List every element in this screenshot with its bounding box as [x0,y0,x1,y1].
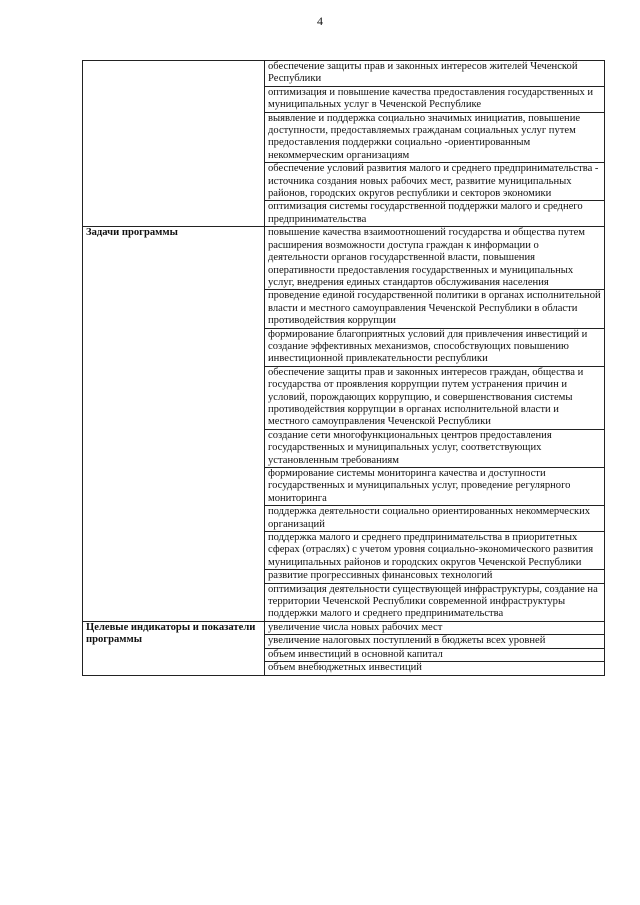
item-text: выявление и поддержка социально значимых инициатив, повышение доступности, предоставляемых гражданам социальных услуг путем предоставления поддержки социально -ориентированным некоммерческим организациям [265,112,605,163]
program-passport-table [82,60,605,676]
table-row [83,61,605,87]
table-row [83,227,605,290]
section-label [83,61,265,227]
item-text: поддержка деятельности социально ориентированных некоммерческих организаций [265,506,605,532]
item-text: проведение единой государственной политики в органах исполнительной власти и местного самоуправления Чеченской Республики в области противодействия коррупции [265,290,605,328]
item-text: обеспечение условий развития малого и среднего предпринимательства - источника создания новых рабочих мест, развитие муниципальных районов, городских округов республики и секторов экономики [265,163,605,201]
item-text: формирование системы мониторинга качества и доступности государственных и муниципальных услуг, проведение регулярного мониторинга [265,468,605,506]
table-row [83,621,605,634]
item-text: развитие прогрессивных финансовых технологий [265,570,605,583]
section-label: Целевые индикаторы и показатели программы [83,621,265,675]
item-text: увеличение числа новых рабочих мест [265,621,605,634]
item-text: обеспечение защиты прав и законных интересов граждан, общества и государства от проявления коррупции путем устранения причин и условий, порождающих коррупцию, и совершенствования системы противодействия коррупции в органах исполнительной власти и местного самоуправления Чеченской Республики [265,366,605,429]
item-text: оптимизация деятельности существующей инфраструктуры, создание на территории Чеченской Республики современной инфраструктуры поддержки малого и среднего предпринимательства [265,583,605,621]
item-text: поддержка малого и среднего предпринимательства в приоритетных сферах (отраслях) с учетом уровня социально-экономического развития муниципальных районов и городских округов Чеченской Республики [265,532,605,570]
item-text: объем инвестиций в основной капитал [265,648,605,661]
table-body [83,61,605,676]
item-text: оптимизация системы государственной поддержки малого и среднего предпринимательства [265,201,605,227]
item-text: создание сети многофункциональных центров предоставления государственных и муниципальных услуг, соответствующих установленным требованиям [265,429,605,467]
item-text: повышение качества взаимоотношений государства и общества путем расширения возможности доступа граждан к информации о деятельности органов государственной власти, повышения оперативности предоставления государственных и муниципальных услуг, внедрения единых стандартов обслуживания населения [265,227,605,290]
item-text: объем внебюджетных инвестиций [265,662,605,675]
section-label: Задачи программы [83,227,265,622]
page-number: 4 [317,14,323,28]
item-text: оптимизация и повышение качества предоставления государственных и муниципальных услуг в Чеченской Республике [265,86,605,112]
item-text: обеспечение защиты прав и законных интересов жителей Чеченской Республики [265,61,605,87]
item-text: увеличение налоговых поступлений в бюджеты всех уровней [265,635,605,648]
item-text: формирование благоприятных условий для привлечения инвестиций и создание эффективных механизмов, способствующих повышению инвестиционной привлекательности республики [265,328,605,366]
